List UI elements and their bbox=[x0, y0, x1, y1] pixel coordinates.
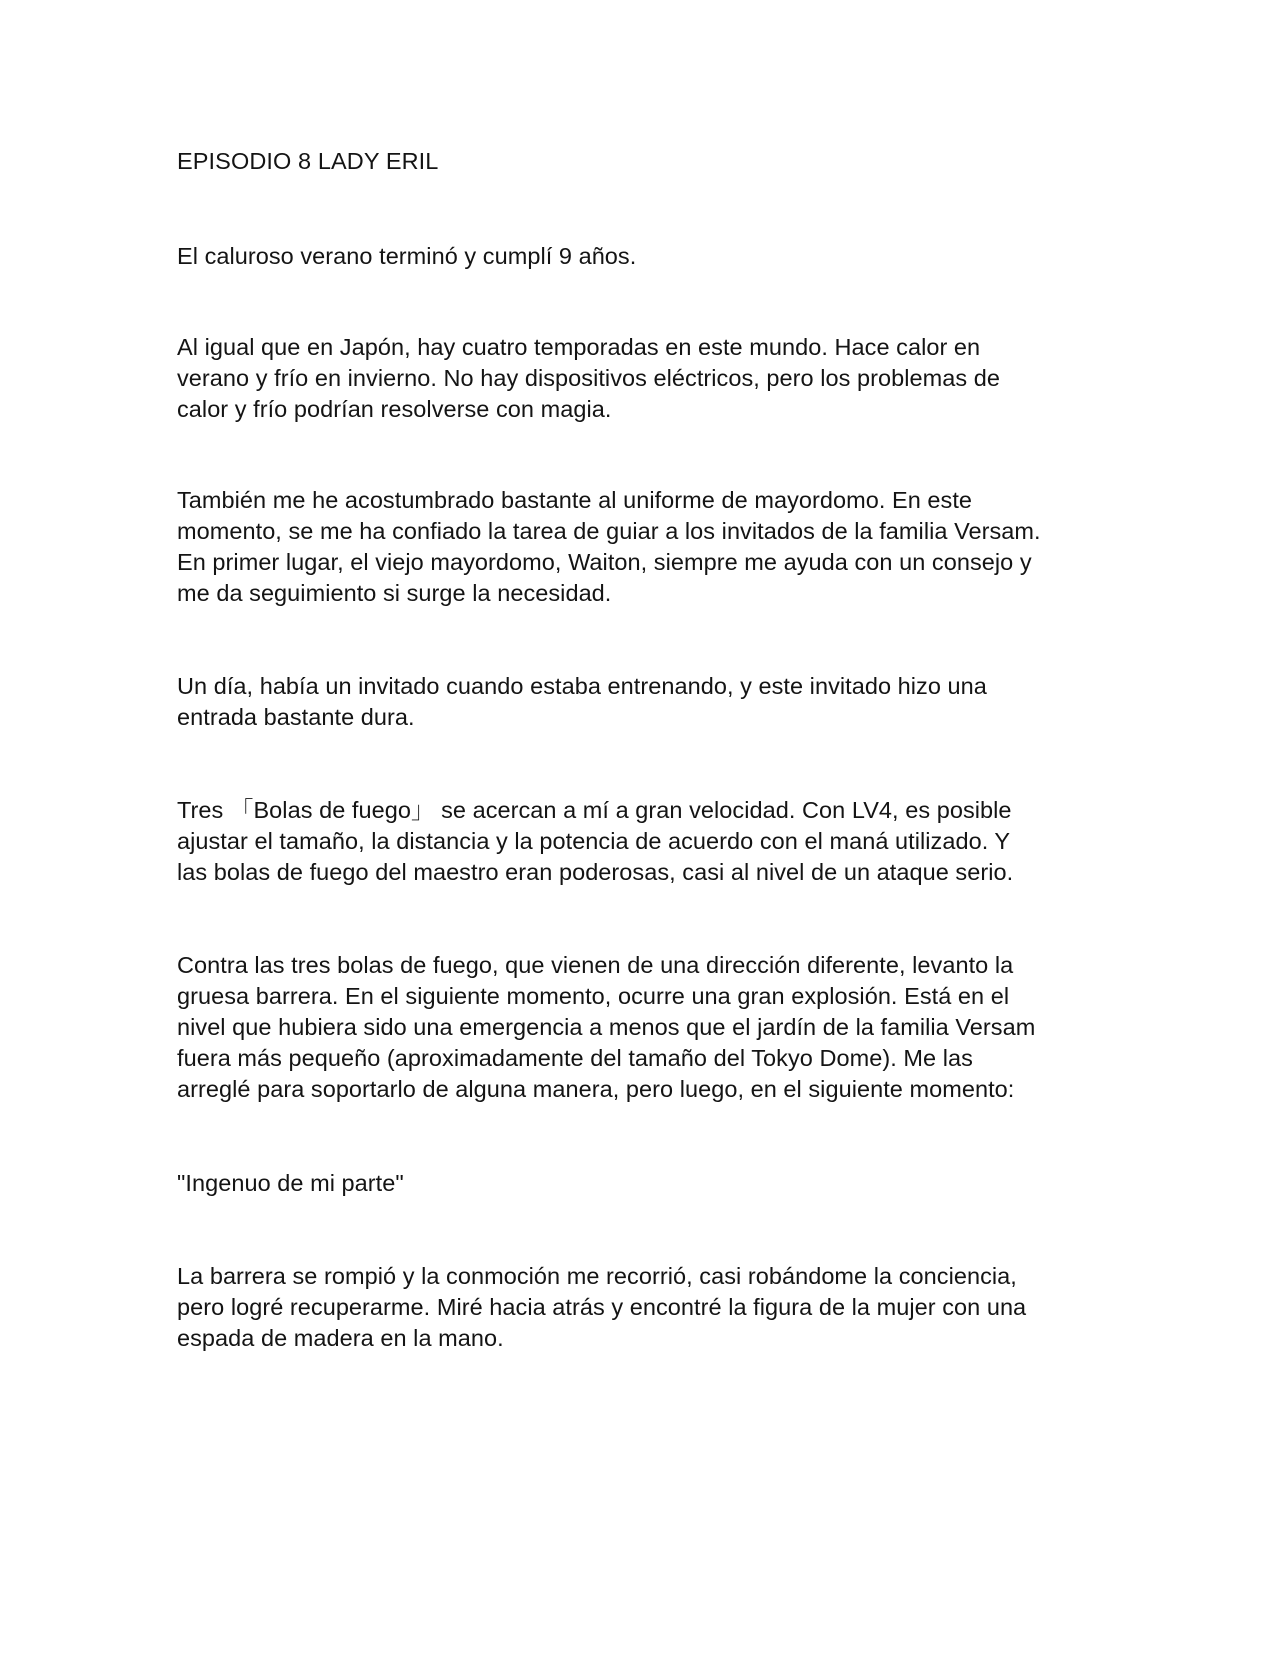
paragraph-4: Un día, había un invitado cuando estaba entrenando, y este invitado hizo una entrada bastante dura. bbox=[177, 673, 987, 730]
paragraph-5: Tres 「Bolas de fuego」 se acercan a mí a gran velocidad. Con LV4, es posible ajustar el tamaño, la distancia y la potencia de acuerdo con el maná utilizado. Y las bolas de fuego del maestro eran poderosas, casi al nivel de un ataque serio. bbox=[177, 797, 1014, 885]
document-body bbox=[177, 146, 1117, 1354]
paragraph-1: El caluroso verano terminó y cumplí 9 años. bbox=[177, 243, 637, 269]
paragraph-2: Al igual que en Japón, hay cuatro temporadas en este mundo. Hace calor en verano y frío en invierno. No hay dispositivos eléctricos, pero los problemas de calor y frío podrían resolverse con magia. bbox=[177, 334, 1000, 422]
paragraph-7: "Ingenuo de mi parte" bbox=[177, 1170, 404, 1196]
episode-title: EPISODIO 8 LADY ERIL bbox=[177, 148, 439, 174]
paragraph-6: Contra las tres bolas de fuego, que vienen de una dirección diferente, levanto la gruesa barrera. En el siguiente momento, ocurre una gran explosión. Está en el nivel que hubiera sido una emergencia a menos que el jardín de la familia Versam fuera más pequeño (aproximadamente del tamaño del Tokyo Dome). Me las arreglé para soportarlo de alguna manera, pero luego, en el siguiente momento: bbox=[177, 952, 1036, 1102]
paragraph-8: La barrera se rompió y la conmoción me recorrió, casi robándome la conciencia, pero logré recuperarme. Miré hacia atrás y encontré la figura de la mujer con una espada de madera en la mano. bbox=[177, 1263, 1027, 1351]
paragraph-3: También me he acostumbrado bastante al uniforme de mayordomo. En este momento, se me ha confiado la tarea de guiar a los invitados de la familia Versam. En primer lugar, el viejo mayordomo, Waiton, siempre me ayuda con un consejo y me da seguimiento si surge la necesidad. bbox=[177, 487, 1041, 606]
